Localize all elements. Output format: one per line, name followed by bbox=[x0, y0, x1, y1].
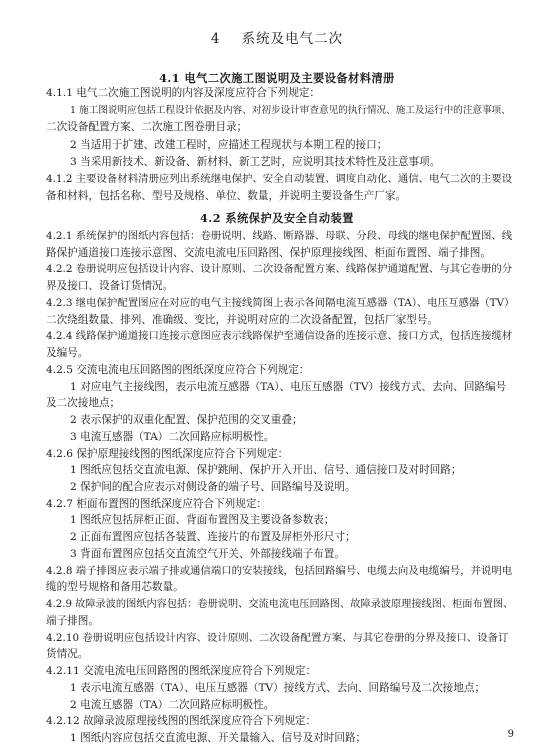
chapter-title bbox=[0, 27, 554, 47]
text-line: 二次绕组数量、排列、准确级、变比，并说明对应的二次设备配置，包括厂家型号。 bbox=[46, 313, 438, 326]
page-number: 9 bbox=[507, 729, 514, 740]
text-line: 4.2.10 卷册说明应包括设计内容、设计原则、二次设备配置方案、与其它卷册的分界及接口、设备订 bbox=[46, 631, 509, 644]
text-line: 1 对应电气主接线图，表示电流互感器（TA）、电压互感器（TV）接线方式、去向、回路编号 bbox=[70, 380, 507, 393]
text-line: 二次设备配置方案、二次施工图卷册目录； bbox=[46, 121, 248, 134]
text-line: 2 当适用于扩建、改建工程时，应描述工程现状与本期工程的接口； bbox=[70, 138, 388, 151]
text-line: 1 表示电流互感器（TA）、电压互感器（TV）接线方式、去向、回路编号及二次接地点； bbox=[70, 681, 486, 694]
text-line: 4.2.11 交流电流电压回路图的图纸深度应符合下列规定： bbox=[46, 665, 317, 678]
text-line: 2 正面布置图应包括各装置、连接片的布置及屏柜外形尺寸； bbox=[70, 531, 356, 544]
text-line: 1 图纸内容应包括交直流电源、开关量输入、信号及对时回路； bbox=[70, 732, 367, 744]
text-line: 4.2.5 交流电流电压回路图的图纸深度应符合下列规定： bbox=[46, 363, 310, 376]
section-title-4-2: 4.2 系统保护及安全自动装置 bbox=[200, 211, 354, 225]
text-line: 1 施工图说明应包括工程设计依据及内容、对初步设计审查意见的执行情况、施工及运行中的注意事项、 bbox=[70, 105, 511, 117]
text-line: 2 保护间的配合应表示对侧设备的端子号、回路编号及说明。 bbox=[70, 481, 356, 493]
text-line: 路保护通道接口连接示意图、交流电流电压回路图、保护原理接线图、柜面布置图、端子排图。 bbox=[46, 246, 491, 259]
text-line: 4.2.1 系统保护的图纸内容包括：卷册说明、线路、断路器、母联、分段、母线的继电保护配置图、线 bbox=[46, 230, 513, 242]
text-line: 3 当采用新技术、新设备、新材料、新工艺时，应说明其技术特性及注意事项。 bbox=[70, 155, 441, 168]
text-line: 1 图纸应包括交直流电源、保护跳闸、保护开入开出、信号、通信接口及对时回路； bbox=[70, 464, 462, 477]
text-line: 4.2.7 柜面布置图的图纸深度应符合下列规定： bbox=[46, 497, 268, 510]
section-title-4-1: 4.1 电气二次施工图说明及主要设备材料清册 bbox=[159, 71, 395, 85]
text-line: 缆的型号规格和备用芯数量。 bbox=[46, 581, 184, 594]
text-line: 3 电流互感器（TA）二次回路应标明极性。 bbox=[70, 430, 275, 443]
text-line: 4.1.2 主要设备材料清册应列出系统继电保护、安全自动装置、调度自动化、通信、电气二次的主要设 bbox=[46, 173, 513, 185]
text-line: 2 表示保护的双重化配置、保护范围的交叉重叠； bbox=[70, 414, 303, 427]
text-line: 货情况。 bbox=[46, 648, 89, 661]
text-line: 4.2.3 继电保护配置图应在对应的电气主接线简图上表示各间隔电流互感器（TA）、电压互感器（TV） bbox=[46, 296, 515, 309]
text-line: 及二次接地点； bbox=[46, 397, 121, 410]
text-line: 1 图纸应包括屏柜正面、背面布置图及主要设备参数表； bbox=[70, 514, 335, 527]
text-line: 及编号。 bbox=[46, 347, 89, 360]
text-line: 4.2.4 线路保护通道接口连接示意图应表示线路保护至通信设备的连接示意、接口方式，包括连接缆材 bbox=[46, 330, 513, 343]
text-line: 4.2.8 端子排图应表示端子排或通信端口的安装接线，包括回路编号、电缆去向及电缆编号，并说明电 bbox=[46, 564, 513, 577]
chapter-title-text: 系统及电气二次 bbox=[241, 31, 344, 47]
text-line: 4.2.2 卷册说明应包括设计内容、设计原则、二次设备配置方案、线路保护通道配置、与其它卷册的分 bbox=[46, 263, 513, 276]
text-line: 备和材料，包括名称、型号及规格、单位、数量，并说明主要设备生产厂家。 bbox=[46, 190, 407, 203]
text-line: 4.2.9 故障录波的图纸内容包括：卷册说明、交流电流电压回路图、故障录波原理接线图、柜面布置图、 bbox=[46, 599, 514, 611]
text-line: 界及接口、设备订货情况。 bbox=[46, 280, 174, 293]
text-line: 4.2.6 保护原理接线图的图纸深度应符合下列规定： bbox=[46, 447, 289, 460]
text-line: 端子排图。 bbox=[46, 614, 99, 627]
chapter-number: 4 bbox=[210, 31, 221, 47]
text-line: 4.2.12 故障录波原理接线图的图纸深度应符合下列规定： bbox=[46, 715, 317, 728]
text-line: 3 背面布置图应包括交直流空气开关、外部接线端子布置。 bbox=[70, 547, 345, 560]
text-line: 4.1.1 电气二次施工图说明的内容及深度应符合下列规定： bbox=[46, 87, 320, 99]
text-line: 2 电流互感器（TA）二次回路应标明极性。 bbox=[70, 698, 275, 711]
